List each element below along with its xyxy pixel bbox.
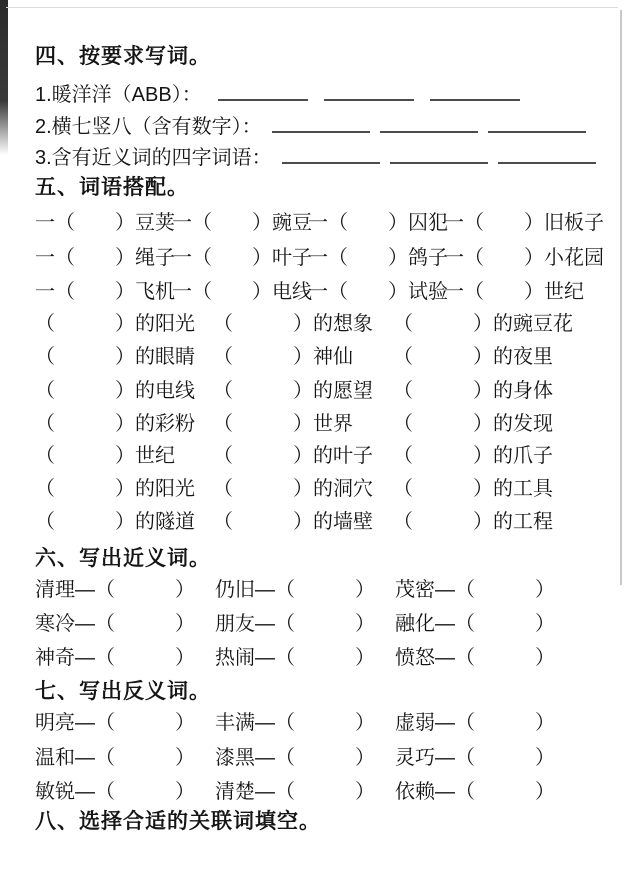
synonym-cell: 寒冷—（ ）: [35, 613, 195, 635]
de-phrase-row: [35, 509, 619, 537]
synonym-cell: 茂密—（ ）: [395, 579, 555, 601]
synonym-cell: 朋友—（ ）: [215, 613, 375, 635]
word-match-cell: 一（ ）飞机: [35, 281, 175, 303]
word-match-cell: （ ）世界: [213, 413, 353, 435]
word-match-cell: （ ）的愿望: [213, 380, 373, 402]
word-match-cell: （ ）的夜里: [393, 346, 553, 368]
antonym-row: [35, 710, 619, 738]
section-5-heading: 五、词语搭配。: [35, 176, 189, 199]
fill-item-2-label: 2.横七竖八（含有数字）：: [35, 116, 262, 138]
word-match-cell: （ ）的工具: [393, 478, 553, 500]
blank-line: [282, 146, 380, 164]
de-phrase-row: [35, 378, 619, 406]
blank-line: [380, 115, 478, 133]
synonym-cell: 清理—（ ）: [35, 579, 195, 601]
fill-item-2: [35, 114, 619, 142]
antonym-row: [35, 745, 619, 773]
blank-line: [272, 115, 370, 133]
fill-item-3-label: 3.含有近义词的四字词语：: [35, 147, 272, 169]
de-phrase-row: [35, 311, 619, 339]
de-phrase-row: [35, 443, 619, 471]
word-match-cell: （ ）神仙: [213, 346, 353, 368]
antonym-cell: 明亮—（ ）: [35, 712, 195, 734]
antonym-cell: 丰满—（ ）: [215, 712, 375, 734]
antonym-cell: 温和—（ ）: [35, 747, 195, 769]
word-match-cell: （ ）的发现: [393, 413, 553, 435]
synonym-row: [35, 645, 619, 673]
de-phrase-row: [35, 344, 619, 372]
blank-line: [324, 83, 414, 101]
quantifier-row: [35, 210, 619, 238]
section-7-heading: 七、写出反义词。: [35, 680, 211, 703]
word-match-cell: （ ）的电线: [35, 380, 195, 402]
word-match-cell: 一（ ）试验: [308, 281, 448, 303]
word-match-cell: 一（ ）叶子: [172, 247, 312, 269]
scan-top-edge-line: [6, 7, 618, 8]
quantifier-row: [35, 245, 619, 273]
word-match-cell: （ ）的隧道: [35, 511, 195, 533]
scan-left-edge-shadow: [0, 0, 8, 155]
antonym-cell: 敏锐—（ ）: [35, 781, 195, 803]
synonym-cell: 热闹—（ ）: [215, 647, 375, 669]
antonym-cell: 虚弱—（ ）: [395, 712, 555, 734]
section-6-heading: 六、写出近义词。: [35, 547, 211, 570]
antonym-cell: 依赖—（ ）: [395, 781, 555, 803]
fill-item-1-label: 1.暖洋洋（ABB）：: [35, 84, 202, 106]
section-8-heading: 八、选择合适的关联词填空。: [35, 810, 321, 833]
de-phrase-row: [35, 411, 619, 439]
synonym-cell: 仍旧—（ ）: [215, 579, 375, 601]
word-match-cell: （ ）的阳光: [35, 478, 195, 500]
antonym-row: [35, 779, 619, 807]
synonym-row: [35, 577, 619, 605]
synonym-cell: 融化—（ ）: [395, 613, 555, 635]
word-match-cell: 一（ ）绳子: [35, 247, 175, 269]
antonym-cell: 漆黑—（ ）: [215, 747, 375, 769]
blank-line: [488, 115, 586, 133]
blank-line: [218, 83, 308, 101]
quantifier-row: [35, 279, 619, 307]
synonym-cell: 愤怒—（ ）: [395, 647, 555, 669]
antonym-cell: 清楚—（ ）: [215, 781, 375, 803]
antonym-cell: 灵巧—（ ）: [395, 747, 555, 769]
section-4-heading: 四、按要求写词。: [35, 45, 211, 68]
fill-item-1: [35, 82, 619, 110]
blank-line: [430, 83, 520, 101]
fill-item-3: [35, 145, 619, 173]
word-match-cell: 一（ ）世纪: [444, 281, 584, 303]
blank-line: [498, 146, 596, 164]
word-match-cell: （ ）的爪子: [393, 445, 553, 467]
synonym-row: [35, 611, 619, 639]
word-match-cell: 一（ ）旧板子: [444, 212, 604, 234]
word-match-cell: （ ）的眼睛: [35, 346, 195, 368]
word-match-cell: 一（ ）囚犯: [308, 212, 448, 234]
blank-line: [390, 146, 488, 164]
word-match-cell: （ ）的豌豆花: [393, 313, 573, 335]
word-match-cell: （ ）的身体: [393, 380, 553, 402]
word-match-cell: （ ）的墙壁: [213, 511, 373, 533]
word-match-cell: （ ）的想象: [213, 313, 373, 335]
word-match-cell: （ ）的叶子: [213, 445, 373, 467]
word-match-cell: （ ）的彩粉: [35, 413, 195, 435]
word-match-cell: 一（ ）豆荚: [35, 212, 175, 234]
word-match-cell: （ ）的洞穴: [213, 478, 373, 500]
synonym-cell: 神奇—（ ）: [35, 647, 195, 669]
word-match-cell: 一（ ）电线: [172, 281, 312, 303]
word-match-cell: 一（ ）豌豆: [172, 212, 312, 234]
scan-right-edge-line: [620, 10, 622, 585]
word-match-cell: 一（ ）鸽子: [308, 247, 448, 269]
word-match-cell: （ ）世纪: [35, 445, 175, 467]
word-match-cell: （ ）的阳光: [35, 313, 195, 335]
de-phrase-row: [35, 476, 619, 504]
word-match-cell: 一（ ）小花园: [444, 247, 604, 269]
word-match-cell: （ ）的工程: [393, 511, 553, 533]
